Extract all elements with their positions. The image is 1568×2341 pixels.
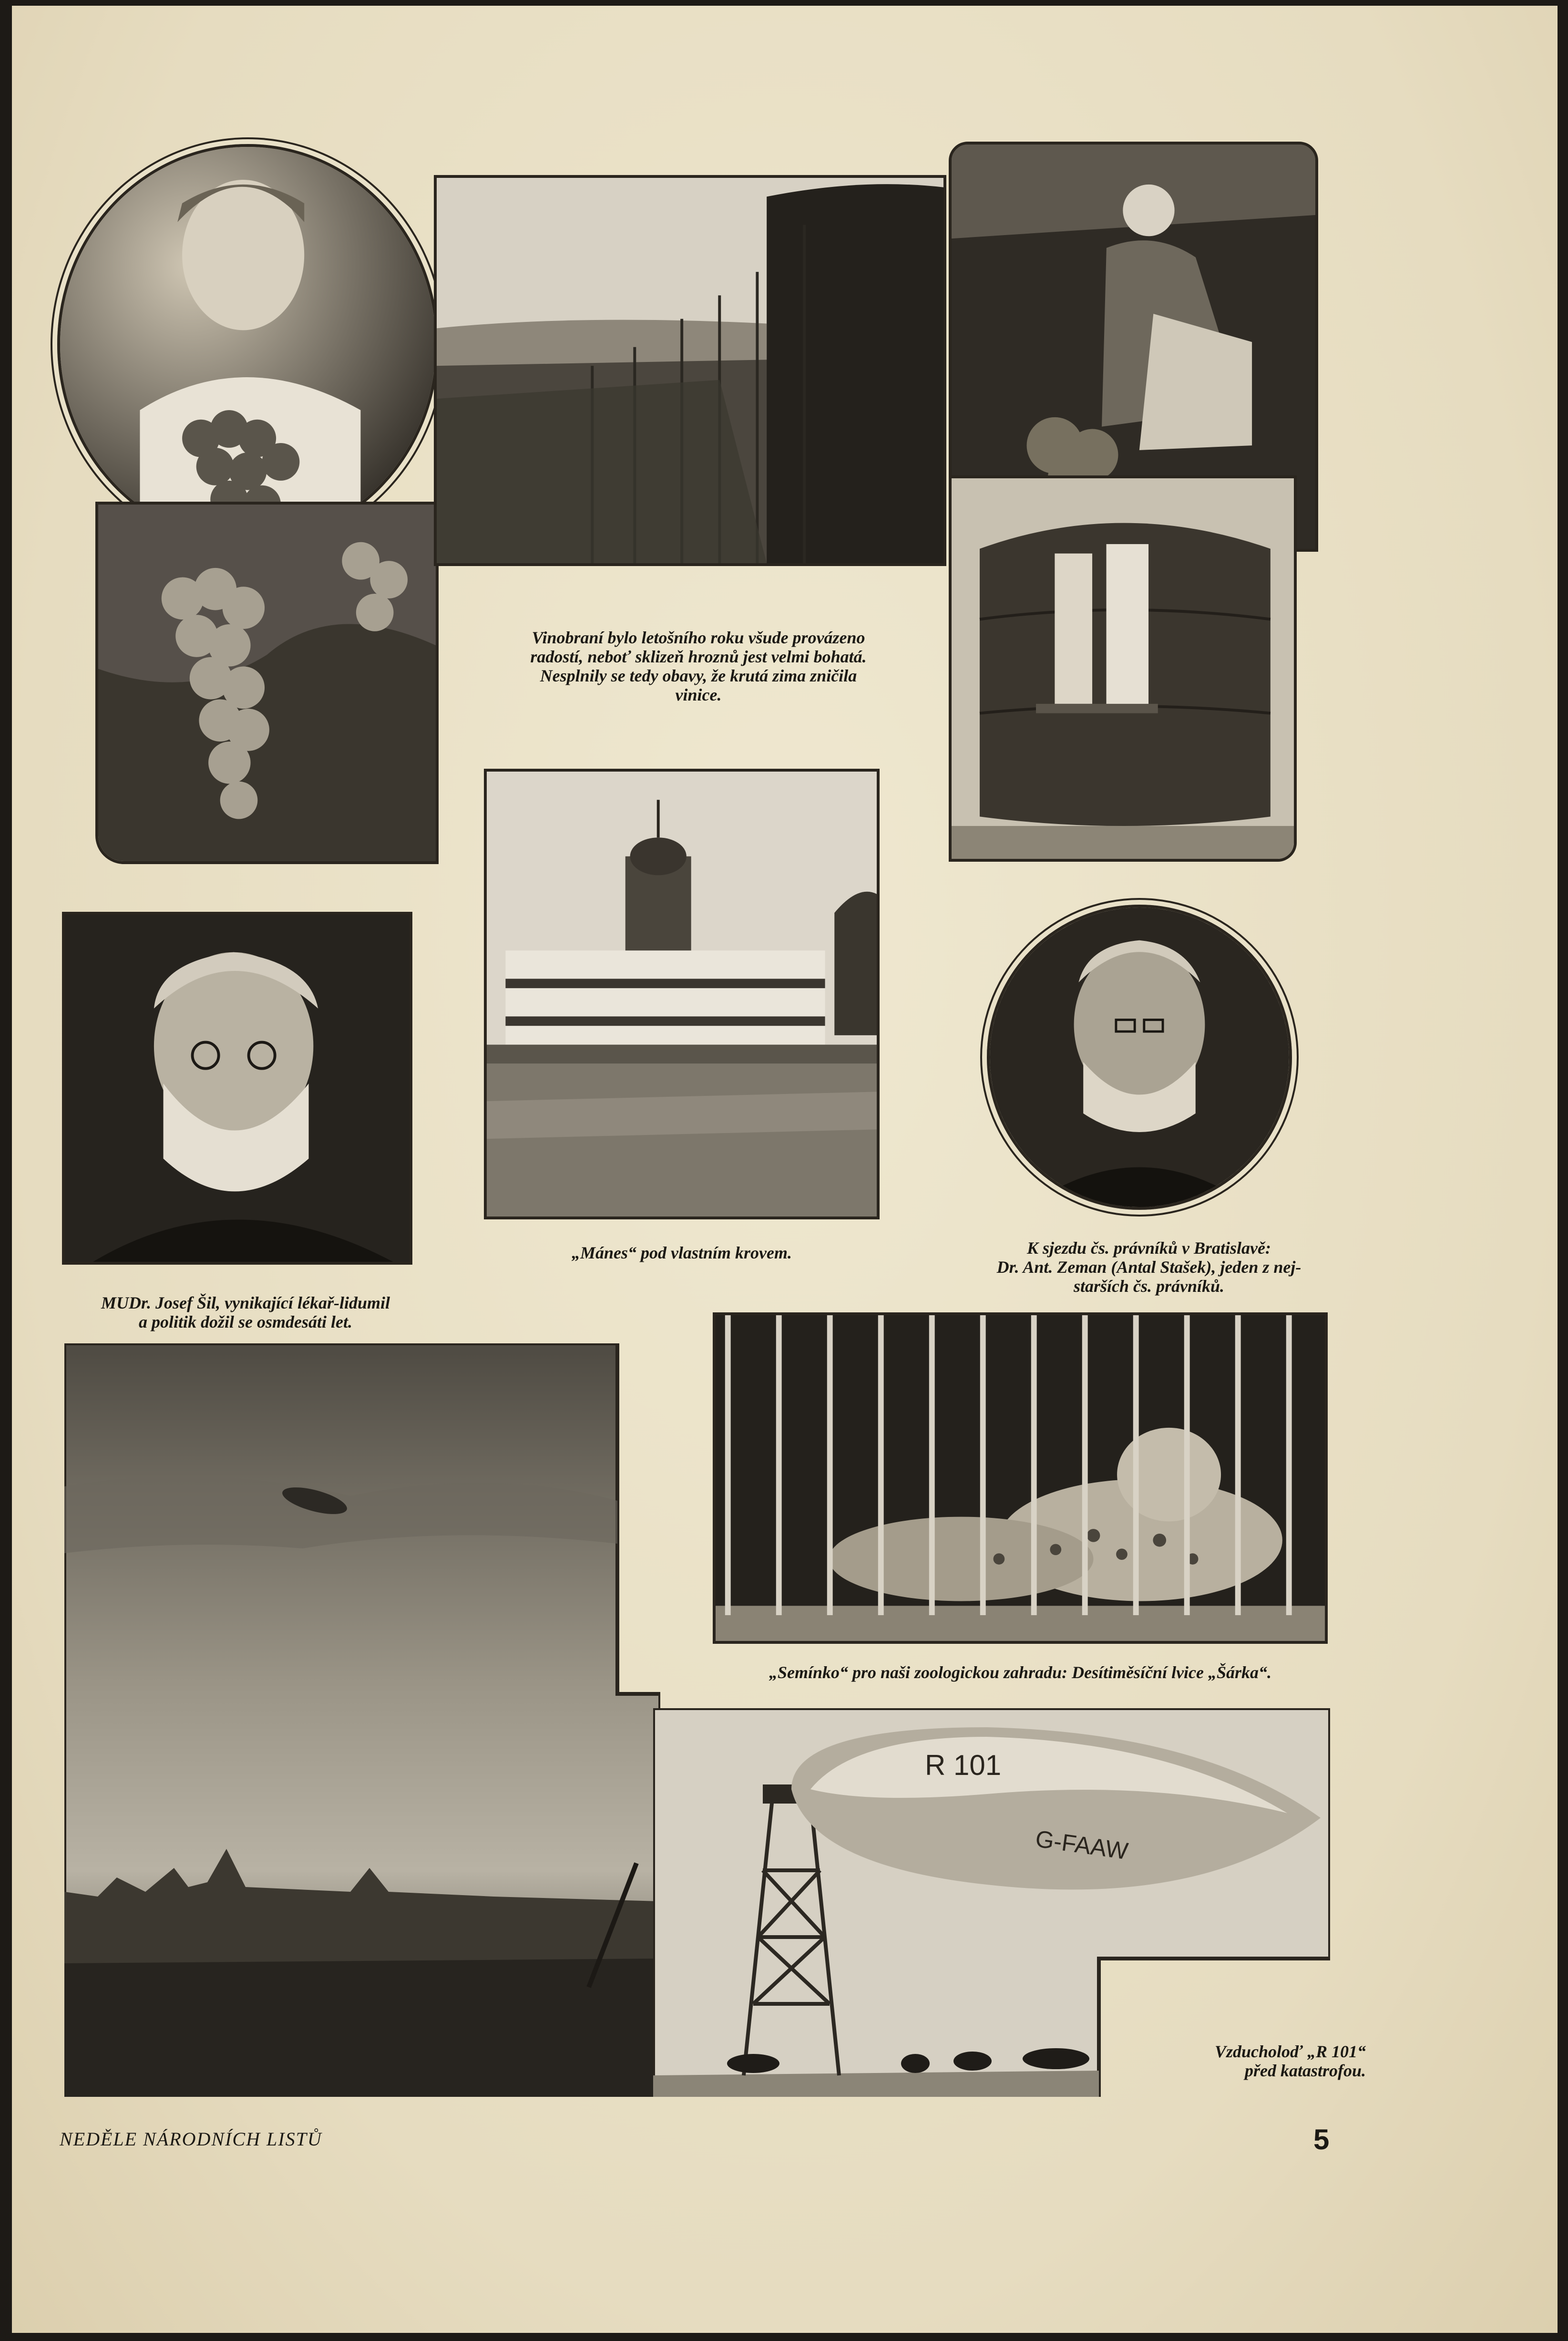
- caption-line: „Mánes“ pod vlastním krovem.: [571, 1243, 792, 1262]
- caption-line: K sjezdu čs. právníků v Bratislavě:: [1026, 1238, 1271, 1258]
- photo-lion-cub-cage: [713, 1312, 1328, 1644]
- cage-bar: [827, 1315, 833, 1615]
- photo-vineyard: [434, 175, 946, 566]
- caption-line: Vinobraní bylo letošního roku všude provázeno: [532, 628, 865, 647]
- cage-bar: [1133, 1315, 1139, 1615]
- caption-line: starších čs. právníků.: [1073, 1277, 1225, 1296]
- cage-bar: [1184, 1315, 1190, 1615]
- photo-r101-airship: [653, 1708, 1330, 2097]
- photo-zeppelin-over-city: [64, 1343, 660, 2097]
- cage-bar: [776, 1315, 782, 1615]
- cage-bar: [980, 1315, 986, 1615]
- cage-bar: [1235, 1315, 1241, 1615]
- magazine-page: [12, 6, 1558, 2333]
- caption-line: radostí, neboť sklizeň hroznů jest velmi bohatá.: [530, 647, 867, 666]
- caption-line: před katastrofou.: [1244, 2061, 1366, 2080]
- caption-line: vinice.: [675, 685, 722, 704]
- caption-line: Dr. Ant. Zeman (Antal Stašek), jeden z nej-: [996, 1258, 1302, 1277]
- photo-josef-sil-portrait: [62, 912, 412, 1265]
- publication-title: NEDĚLE NÁRODNÍCH LISTŮ: [60, 2128, 322, 2150]
- caption-line: MUDr. Josef Šil, vynikající lékař-lidumil: [101, 1293, 390, 1312]
- caption-line: Vzducholoď „R 101“: [1214, 2042, 1366, 2061]
- airship-name-marking: R 101: [925, 1749, 1002, 1781]
- photo-wine-barrel-girls: [949, 475, 1297, 862]
- caption-antal-zeman: [922, 1238, 1375, 1296]
- photo-girl-with-grapes: [57, 144, 439, 545]
- caption-line: „Semínko“ pro naši zoologickou zahradu: Desítiměsíční lvice „Šárka“.: [769, 1663, 1272, 1682]
- caption-lion-cub: [694, 1663, 1347, 1682]
- cage-bar: [878, 1315, 884, 1615]
- cage-bar: [1031, 1315, 1037, 1615]
- photo-antal-zeman-portrait: [987, 905, 1292, 1210]
- caption-line: Nesplnily se tedy obavy, že krutá zima zničila: [540, 666, 857, 685]
- airship-registration-marking: G-FAAW: [1034, 1825, 1130, 1865]
- caption-grape-harvest: [479, 628, 918, 704]
- photo-manes-building: [484, 769, 880, 1219]
- caption-r101: [1099, 2042, 1366, 2080]
- page-number: 5: [1313, 2124, 1330, 2155]
- cage-bar: [1286, 1315, 1292, 1615]
- caption-line: a politik dožil se osmdesáti let.: [139, 1312, 352, 1331]
- caption-josef-sil: [60, 1293, 431, 1331]
- cage-bar: [725, 1315, 731, 1615]
- photo-grape-cluster: [95, 502, 439, 864]
- cage-bar: [929, 1315, 935, 1615]
- caption-manes: [484, 1243, 880, 1262]
- cage-bar: [1082, 1315, 1088, 1615]
